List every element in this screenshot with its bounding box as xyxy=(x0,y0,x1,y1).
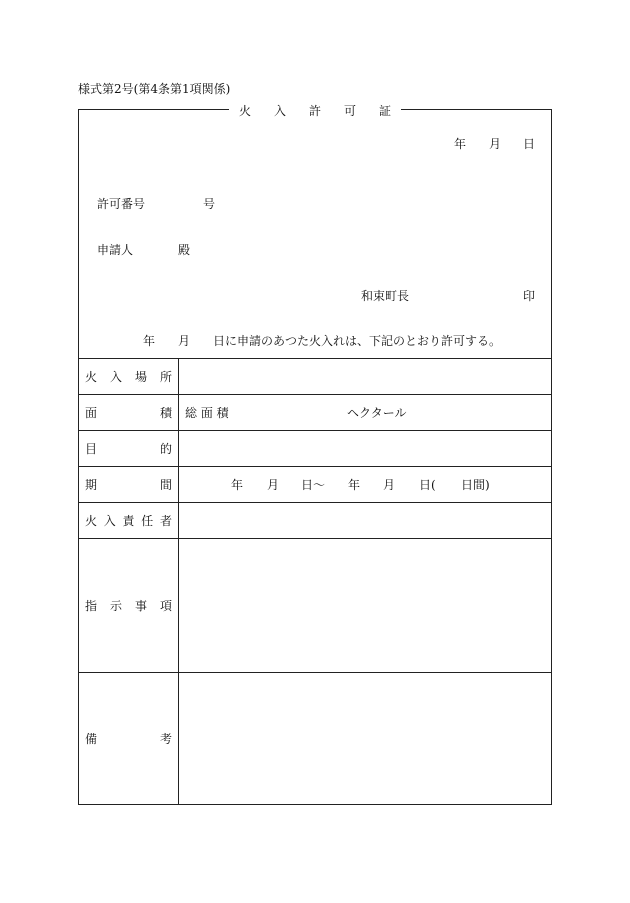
issue-date-year: 年 xyxy=(454,137,467,151)
label-char: 指 xyxy=(85,599,98,613)
label-char: 責 xyxy=(122,514,135,528)
row-purpose xyxy=(79,430,551,466)
period-start-month: 月 xyxy=(267,478,280,492)
permit-table xyxy=(79,358,551,804)
label-char: 間 xyxy=(159,478,172,492)
permit-frame xyxy=(78,103,552,805)
form-number-label: 様式第2号(第4条第1項関係) xyxy=(78,82,231,96)
permit-number-suffix: 号 xyxy=(203,197,216,211)
value-remarks[interactable] xyxy=(179,673,551,804)
title-char: 火 xyxy=(239,103,252,118)
label-char: 火 xyxy=(85,370,98,384)
statement-text: 日に申請のあつた火入れは、下記のとおり許可する。 xyxy=(213,334,502,348)
value-fire-responsible[interactable] xyxy=(179,503,551,538)
row-period xyxy=(79,466,551,502)
label-char: 者 xyxy=(159,514,172,528)
label-char: 入 xyxy=(109,370,122,384)
value-area[interactable] xyxy=(179,395,551,430)
label-char: 示 xyxy=(109,599,122,613)
label-char: 的 xyxy=(159,442,172,456)
label-char: 積 xyxy=(159,406,172,420)
label-char: 入 xyxy=(103,514,116,528)
permit-number-label: 許可番号 xyxy=(97,197,146,211)
statement-month: 月 xyxy=(178,334,191,348)
label-char: 所 xyxy=(159,370,172,384)
statement-year: 年 xyxy=(143,334,156,348)
row-instructions xyxy=(79,538,551,672)
issue-date-month: 月 xyxy=(489,137,502,151)
label-char: 場 xyxy=(134,370,147,384)
label-char: 事 xyxy=(134,599,147,613)
label-period xyxy=(79,467,179,502)
label-char: 期 xyxy=(85,478,98,492)
label-char: 考 xyxy=(159,732,172,746)
issuer-name: 和束町長 xyxy=(361,289,410,303)
value-instructions[interactable] xyxy=(179,539,551,672)
value-fire-location[interactable] xyxy=(179,359,551,394)
row-remarks xyxy=(79,672,551,804)
title-char: 入 xyxy=(273,103,286,118)
title-char: 許 xyxy=(308,103,321,118)
row-fire-location xyxy=(79,358,551,394)
row-fire-responsible xyxy=(79,502,551,538)
label-purpose xyxy=(79,431,179,466)
period-start-year: 年 xyxy=(231,478,244,492)
label-char: 面 xyxy=(85,406,98,420)
label-char: 目 xyxy=(85,442,98,456)
period-end-year: 年 xyxy=(348,478,361,492)
label-remarks xyxy=(79,673,179,804)
label-char: 備 xyxy=(85,732,98,746)
value-purpose[interactable] xyxy=(179,431,551,466)
period-days: 日間) xyxy=(461,478,490,492)
period-start-day: 日〜 xyxy=(301,478,326,492)
title-char: 可 xyxy=(343,103,356,118)
label-instructions xyxy=(79,539,179,672)
period-end-month: 月 xyxy=(383,478,396,492)
label-char: 火 xyxy=(85,514,98,528)
label-char: 項 xyxy=(159,599,172,613)
label-area xyxy=(79,395,179,430)
title-char: 証 xyxy=(378,103,391,118)
value-period[interactable] xyxy=(179,467,551,502)
issue-date-day: 日 xyxy=(523,137,536,151)
label-fire-responsible xyxy=(79,503,179,538)
row-area xyxy=(79,394,551,430)
seal-mark: 印 xyxy=(523,289,536,303)
applicant-honorific: 殿 xyxy=(178,243,191,257)
area-unit: ヘクタール xyxy=(347,406,407,420)
applicant-label: 申請人 xyxy=(97,243,134,257)
permit-header xyxy=(79,110,551,358)
period-end-day: 日( xyxy=(419,478,436,492)
total-area-label: 総 面 積 xyxy=(185,406,229,420)
label-fire-location xyxy=(79,359,179,394)
label-char: 任 xyxy=(141,514,154,528)
